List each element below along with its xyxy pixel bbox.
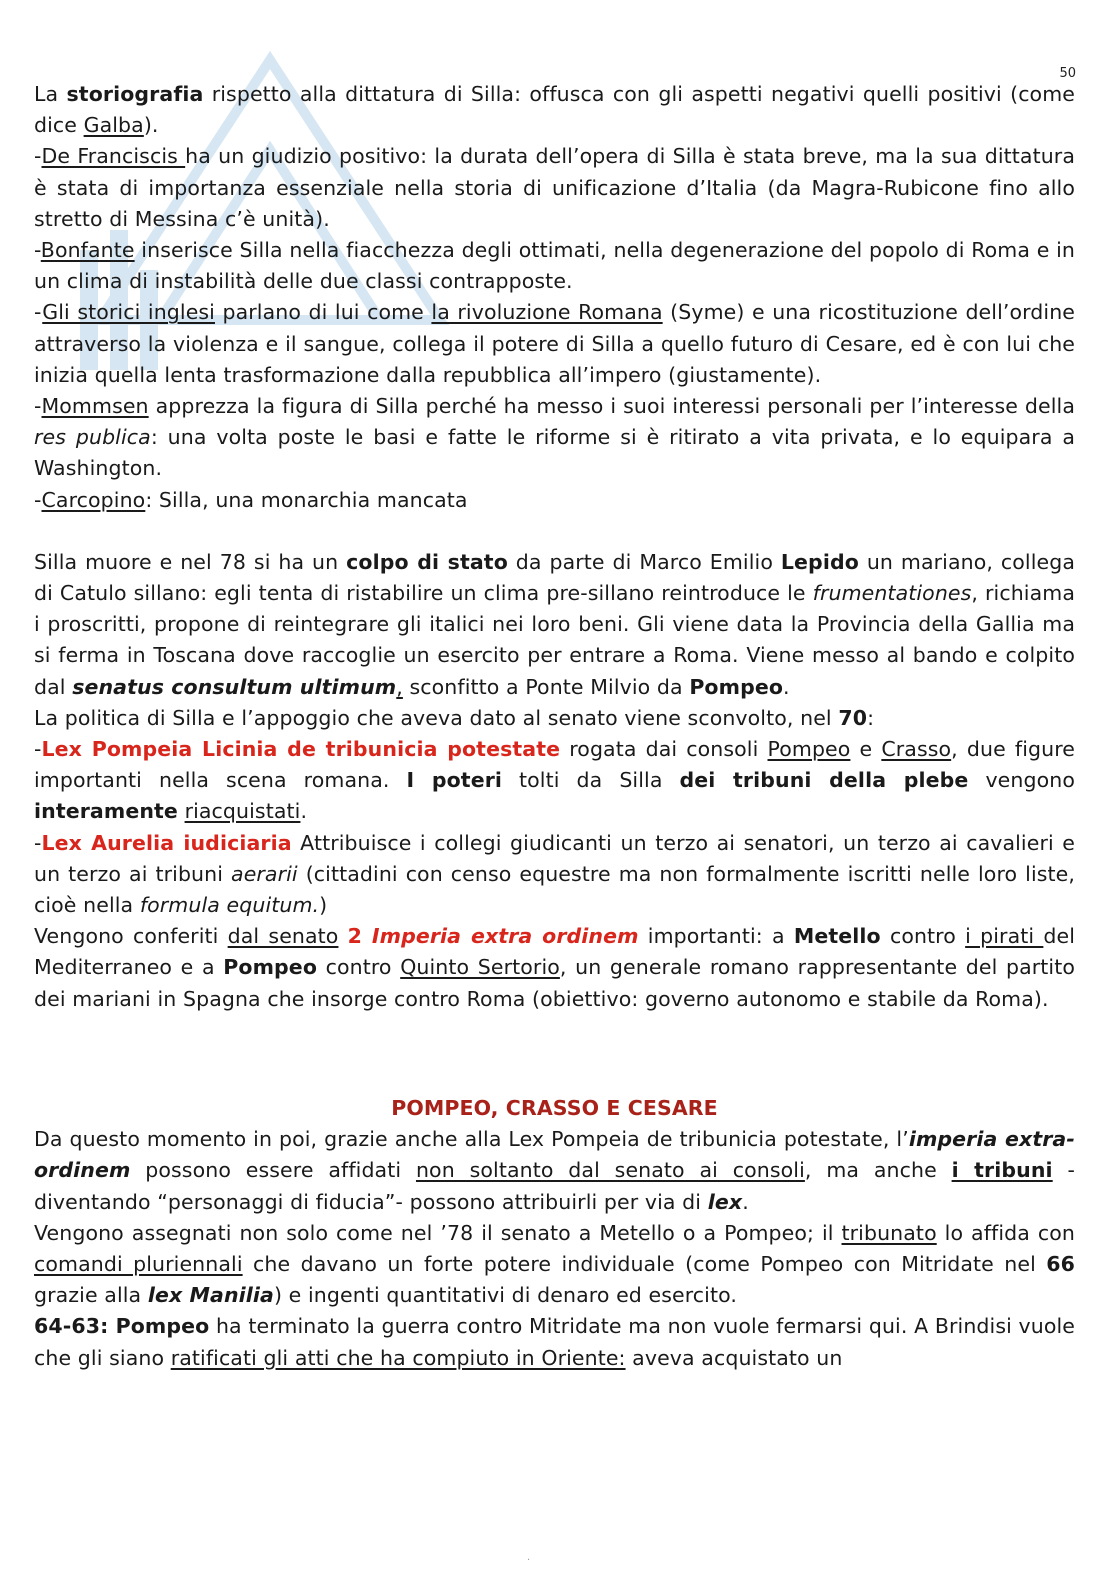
section-heading: POMPEO, CRASSO E CESARE (391, 1095, 718, 1120)
paragraph-carcopino: -Carcopino: Silla, una monarchia mancata (34, 487, 468, 512)
paragraph-mommsen: -Mommsen apprezza la figura di Silla perché ha messo i suoi interessi personali per l’interesse della res publica: una volta poste le basi e fatte le riforme si è ritirato a vita privata, e lo equipara a Washington. (34, 394, 1075, 481)
paragraph-64-63: 64-63: Pompeo ha terminato la guerra contro Mitridate ma non vuole fermarsi qui. A Brindisi vuole che gli siano ratificati gli atti che ha compiuto in Oriente: aveva acquistato un (34, 1314, 1075, 1370)
paragraph-vengono-assegnati: Vengono assegnati non solo come nel ’78 il senato a Metello o a Pompeo; il tribunato lo affida con comandi pluriennali che davano un forte potere individuale (come Pompeo con Mitridate nel 66 grazie alla lex Manilia) e ingenti quantitativi di denaro ed esercito. (34, 1220, 1075, 1308)
page-number: 50 (1059, 66, 1076, 81)
paragraph-politica-silla: La politica di Silla e l’appoggio che aveva dato al senato viene sconvolto, nel 70: (34, 705, 875, 730)
paragraph-da-questo-momento: Da questo momento in poi, grazie anche alla Lex Pompeia de tribunicia potestate, l’imperia extra-ordinem possono essere affidati non soltanto dal senato ai consoli, ma anche i tribuni -diventando “personaggi di fiducia”- possono attribuirli per via di lex. (34, 1127, 1076, 1214)
paragraph-lepido: Silla muore e nel 78 si ha un colpo di stato da parte di Marco Emilio Lepido un mariano, collega di Catulo sillano: egli tenta di ristabilire un clima pre-sillano reintroduce le frumentationes, richiama i proscritti, propone di reintegrare gli italici nei loro beni. Gli viene data la Provincia della Gallia ma si ferma in Toscana dove raccoglie un esercito per entrare a Roma. Viene messo al bando e colpito dal senatus consultum ultimum, sconfitto a Ponte Milvio da Pompeo. (34, 549, 1075, 699)
paragraph-de-franciscis: -De Franciscis ha un giudizio positivo: la durata dell’opera di Silla è stata breve, ma la sua dittatura è stata di importanza essenziale nella storia di unificazione d’Italia (da Magra-Rubicone fino allo stretto di Messina c’è unità). (34, 144, 1075, 231)
paragraph-lex-pompeia-licinia: -Lex Pompeia Licinia de tribunicia potestate rogata dai consoli Pompeo e Crasso, due figure importanti nella scena romana. I poteri tolti da Silla dei tribuni della plebe vengono interamente riacquistati. (34, 737, 1075, 824)
document-body (34, 79, 1075, 1374)
paragraph-imperia-extra-ordinem: Vengono conferiti dal senato 2 Imperia extra ordinem importanti: a Metello contro i pirati del Mediterraneo e a Pompeo contro Quinto Sertorio, un generale romano rappresentante del partito dei mariani in Spagna che insorge contro Roma (obiettivo: governo autonomo e stabile da Roma). (34, 924, 1076, 1011)
paragraph-bonfante: -Bonfante inserisce Silla nella fiacchezza degli ottimati, nella degenerazione del popolo di Roma e in un clima di instabilità delle due classi contrapposte. (34, 238, 1075, 294)
paragraph-storiografia: La storiografia rispetto alla dittatura di Silla: offusca con gli aspetti negativi quelli positivi (come dice Galba). (34, 82, 1075, 138)
spacer (34, 516, 1075, 547)
footer-dot: . (527, 1552, 531, 1563)
paragraph-storici-inglesi: -Gli storici inglesi parlano di lui come la rivoluzione Romana (Syme) e una ricostituzione dell’ordine attraverso la violenza e il sangue, collega il potere di Silla a quello futuro di Cesare, ed è con lui che inizia quella lenta trasformazione dalla repubblica all’impero (giustamente). (34, 300, 1076, 387)
spacer (34, 1015, 1075, 1093)
paragraph-lex-aurelia: -Lex Aurelia iudiciaria Attribuisce i collegi giudicanti un terzo ai senatori, un terzo ai cavalieri e un terzo ai tribuni aerarii (cittadini con censo equestre ma non formalmente iscritti nelle loro liste, cioè nella formula equitum.) (34, 830, 1076, 918)
